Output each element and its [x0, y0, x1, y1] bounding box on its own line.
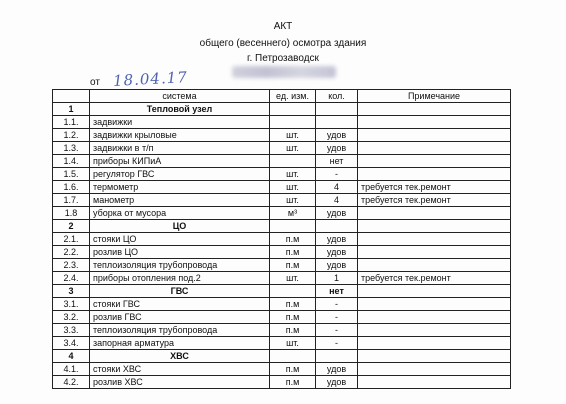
row-system: запорная арматура — [90, 337, 270, 350]
row-quantity: - — [316, 337, 358, 350]
row-note: требуется тек.ремонт — [358, 194, 511, 207]
row-number: 4 — [53, 350, 90, 363]
table-row — [53, 246, 511, 259]
handwritten-date: 18.04.17 — [112, 68, 188, 90]
row-note — [358, 129, 511, 142]
column-header: кол. — [316, 90, 358, 103]
table-row — [53, 168, 511, 181]
row-quantity — [316, 350, 358, 363]
row-note — [358, 220, 511, 233]
row-system: манометр — [90, 194, 270, 207]
row-system: приборы КИПиА — [90, 155, 270, 168]
row-quantity: удов — [316, 207, 358, 220]
row-system: термометр — [90, 181, 270, 194]
row-system: уборка от мусора — [90, 207, 270, 220]
row-quantity: удов — [316, 363, 358, 376]
row-system: приборы отопления под.2 — [90, 272, 270, 285]
table-row — [53, 376, 511, 389]
row-unit: шт. — [270, 129, 316, 142]
row-unit: п.м — [270, 311, 316, 324]
row-quantity: удов — [316, 376, 358, 389]
row-system: ГВС — [90, 285, 270, 298]
row-system: теплоизоляция трубопровода — [90, 324, 270, 337]
row-note: требуется тек.ремонт — [358, 181, 511, 194]
table-row — [53, 363, 511, 376]
row-unit: п.м — [270, 298, 316, 311]
row-system: ХВС — [90, 350, 270, 363]
row-quantity: нет — [316, 155, 358, 168]
document-subtitle: общего (весеннего) осмотра здания — [199, 38, 367, 49]
row-note — [358, 116, 511, 129]
row-number: 2.1. — [53, 233, 90, 246]
row-number: 2.3. — [53, 259, 90, 272]
row-system: розлив ХВС — [90, 376, 270, 389]
date-line — [90, 70, 188, 88]
row-unit: п.м — [270, 259, 316, 272]
row-note — [358, 337, 511, 350]
row-unit: шт. — [270, 337, 316, 350]
row-quantity: - — [316, 324, 358, 337]
row-number: 1.1. — [53, 116, 90, 129]
section-row — [53, 285, 511, 298]
row-number: 3.2. — [53, 311, 90, 324]
row-unit — [270, 155, 316, 168]
row-quantity: удов — [316, 246, 358, 259]
row-note — [358, 285, 511, 298]
row-number: 1.8 — [53, 207, 90, 220]
row-unit: п.м — [270, 363, 316, 376]
city: г. Петрозаводск — [247, 53, 319, 64]
row-quantity: 4 — [316, 181, 358, 194]
row-quantity: нет — [316, 285, 358, 298]
table-row — [53, 311, 511, 324]
row-system: Тепловой узел — [90, 103, 270, 116]
row-note — [358, 168, 511, 181]
table-header-row — [53, 90, 511, 103]
row-number: 2 — [53, 220, 90, 233]
row-number: 1.5. — [53, 168, 90, 181]
row-unit: п.м — [270, 246, 316, 259]
table-row — [53, 142, 511, 155]
row-note — [358, 363, 511, 376]
row-unit — [270, 116, 316, 129]
row-note — [358, 350, 511, 363]
section-row — [53, 220, 511, 233]
row-system: ЦО — [90, 220, 270, 233]
row-system: регулятор ГВС — [90, 168, 270, 181]
row-note: требуется тек.ремонт — [358, 272, 511, 285]
row-unit: шт. — [270, 272, 316, 285]
row-note — [358, 142, 511, 155]
row-quantity — [316, 220, 358, 233]
row-unit: шт. — [270, 142, 316, 155]
section-row — [53, 350, 511, 363]
redacted-address — [232, 66, 336, 78]
row-unit — [270, 103, 316, 116]
row-number: 1.4. — [53, 155, 90, 168]
row-quantity — [316, 103, 358, 116]
row-unit — [270, 285, 316, 298]
row-quantity: 1 — [316, 272, 358, 285]
row-number: 4.2. — [53, 376, 90, 389]
document-title: АКТ — [273, 21, 293, 32]
row-note — [358, 311, 511, 324]
row-system: стояки ХВС — [90, 363, 270, 376]
row-number: 3.3. — [53, 324, 90, 337]
row-note — [358, 324, 511, 337]
row-number: 3.1. — [53, 298, 90, 311]
row-number: 1 — [53, 103, 90, 116]
row-number: 2.2. — [53, 246, 90, 259]
row-number: 3 — [53, 285, 90, 298]
row-number: 2.4. — [53, 272, 90, 285]
row-system: стояки ЦО — [90, 233, 270, 246]
row-quantity: удов — [316, 142, 358, 155]
column-header: ед. изм. — [270, 90, 316, 103]
date-prefix: от — [90, 77, 100, 88]
table-row — [53, 272, 511, 285]
table-row — [53, 207, 511, 220]
row-system: стояки ГВС — [90, 298, 270, 311]
row-quantity: удов — [316, 129, 358, 142]
row-quantity: 4 — [316, 194, 358, 207]
table-row — [53, 233, 511, 246]
column-header — [53, 90, 90, 103]
table-row — [53, 194, 511, 207]
table-row — [53, 129, 511, 142]
row-number: 1.7. — [53, 194, 90, 207]
row-quantity: - — [316, 311, 358, 324]
row-unit: п.м — [270, 233, 316, 246]
row-system: задвижки — [90, 116, 270, 129]
table-row — [53, 181, 511, 194]
row-number: 1.3. — [53, 142, 90, 155]
column-header: Примечание — [358, 90, 511, 103]
table-row — [53, 337, 511, 350]
row-system: задвижки крыловые — [90, 129, 270, 142]
row-note — [358, 376, 511, 389]
table-row — [53, 259, 511, 272]
table-row — [53, 116, 511, 129]
row-quantity: - — [316, 298, 358, 311]
row-number: 1.2. — [53, 129, 90, 142]
table-row — [53, 298, 511, 311]
row-unit: м³ — [270, 207, 316, 220]
row-system: задвижки в т/п — [90, 142, 270, 155]
row-unit: п.м — [270, 376, 316, 389]
row-number: 3.4. — [53, 337, 90, 350]
row-note — [358, 103, 511, 116]
row-quantity — [316, 116, 358, 129]
section-row — [53, 103, 511, 116]
row-number: 1.6. — [53, 181, 90, 194]
column-header: система — [90, 90, 270, 103]
row-system: розлив ГВС — [90, 311, 270, 324]
row-note — [358, 233, 511, 246]
row-unit: шт. — [270, 194, 316, 207]
row-unit: п.м — [270, 324, 316, 337]
table-row — [53, 324, 511, 337]
row-unit: шт. — [270, 181, 316, 194]
row-system: розлив ЦО — [90, 246, 270, 259]
row-quantity: - — [316, 168, 358, 181]
row-note — [358, 207, 511, 220]
row-note — [358, 259, 511, 272]
row-note — [358, 246, 511, 259]
table-row — [53, 155, 511, 168]
row-unit — [270, 220, 316, 233]
table-body — [53, 103, 511, 389]
row-system: теплоизоляция трубопровода — [90, 259, 270, 272]
row-unit: шт. — [270, 168, 316, 181]
row-note — [358, 155, 511, 168]
row-quantity: удов — [316, 259, 358, 272]
row-unit — [270, 350, 316, 363]
row-quantity: удов — [316, 233, 358, 246]
inspection-table — [52, 89, 511, 389]
row-note — [358, 298, 511, 311]
row-number: 4.1. — [53, 363, 90, 376]
